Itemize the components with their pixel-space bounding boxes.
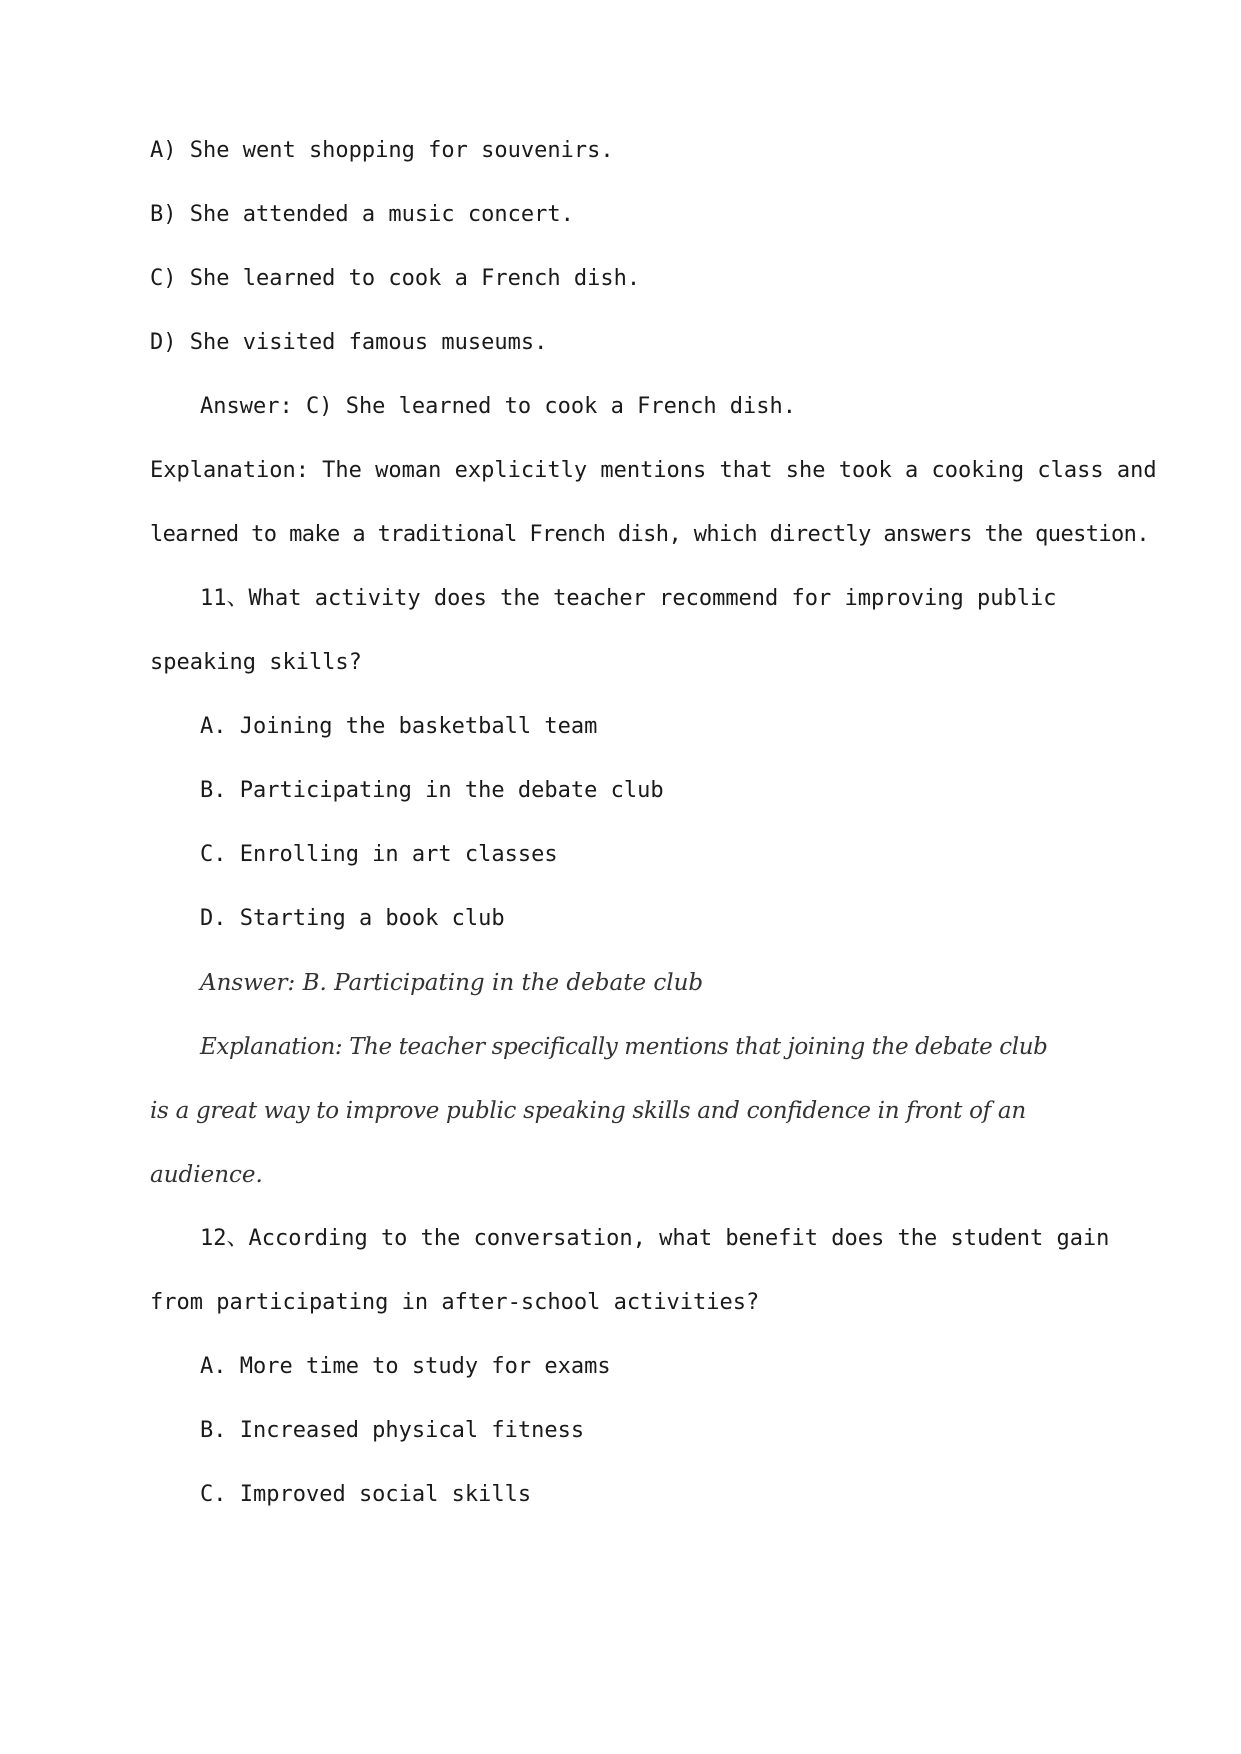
- question-stem: 12、According to the conversation, what benefit does the student gain: [200, 1226, 1110, 1251]
- answer-text: Answer: B. Participating in the debate club: [200, 970, 704, 996]
- option-c: C) She learned to cook a French dish.: [150, 266, 641, 291]
- explanation-text: learned to make a traditional French dish, which directly answers the question.: [150, 522, 1149, 547]
- option-a: A. More time to study for exams: [200, 1354, 611, 1379]
- option-a: A. Joining the basketball team: [200, 714, 598, 739]
- explanation-text: Explanation: The woman explicitly mentions that she took a cooking class and: [150, 458, 1157, 483]
- option-b: B. Participating in the debate club: [200, 778, 664, 803]
- question-stem: from participating in after-school activities?: [150, 1290, 760, 1315]
- option-c: C. Improved social skills: [200, 1482, 532, 1507]
- option-b: B) She attended a music concert.: [150, 202, 574, 227]
- question-stem: 11、What activity does the teacher recommend for improving public: [200, 586, 1057, 611]
- option-c: C. Enrolling in art classes: [200, 842, 558, 867]
- explanation-text: audience.: [150, 1162, 263, 1188]
- answer-text: Answer: C) She learned to cook a French dish.: [200, 394, 797, 419]
- question-stem: speaking skills?: [150, 650, 362, 675]
- explanation-text: is a great way to improve public speaking skills and confidence in front of an: [150, 1098, 1026, 1124]
- option-d: D) She visited famous museums.: [150, 330, 548, 355]
- option-a: A) She went shopping for souvenirs.: [150, 138, 614, 163]
- explanation-text: Explanation: The teacher specifically mentions that joining the debate club: [200, 1034, 1048, 1060]
- option-d: D. Starting a book club: [200, 906, 505, 931]
- option-b: B. Increased physical fitness: [200, 1418, 585, 1443]
